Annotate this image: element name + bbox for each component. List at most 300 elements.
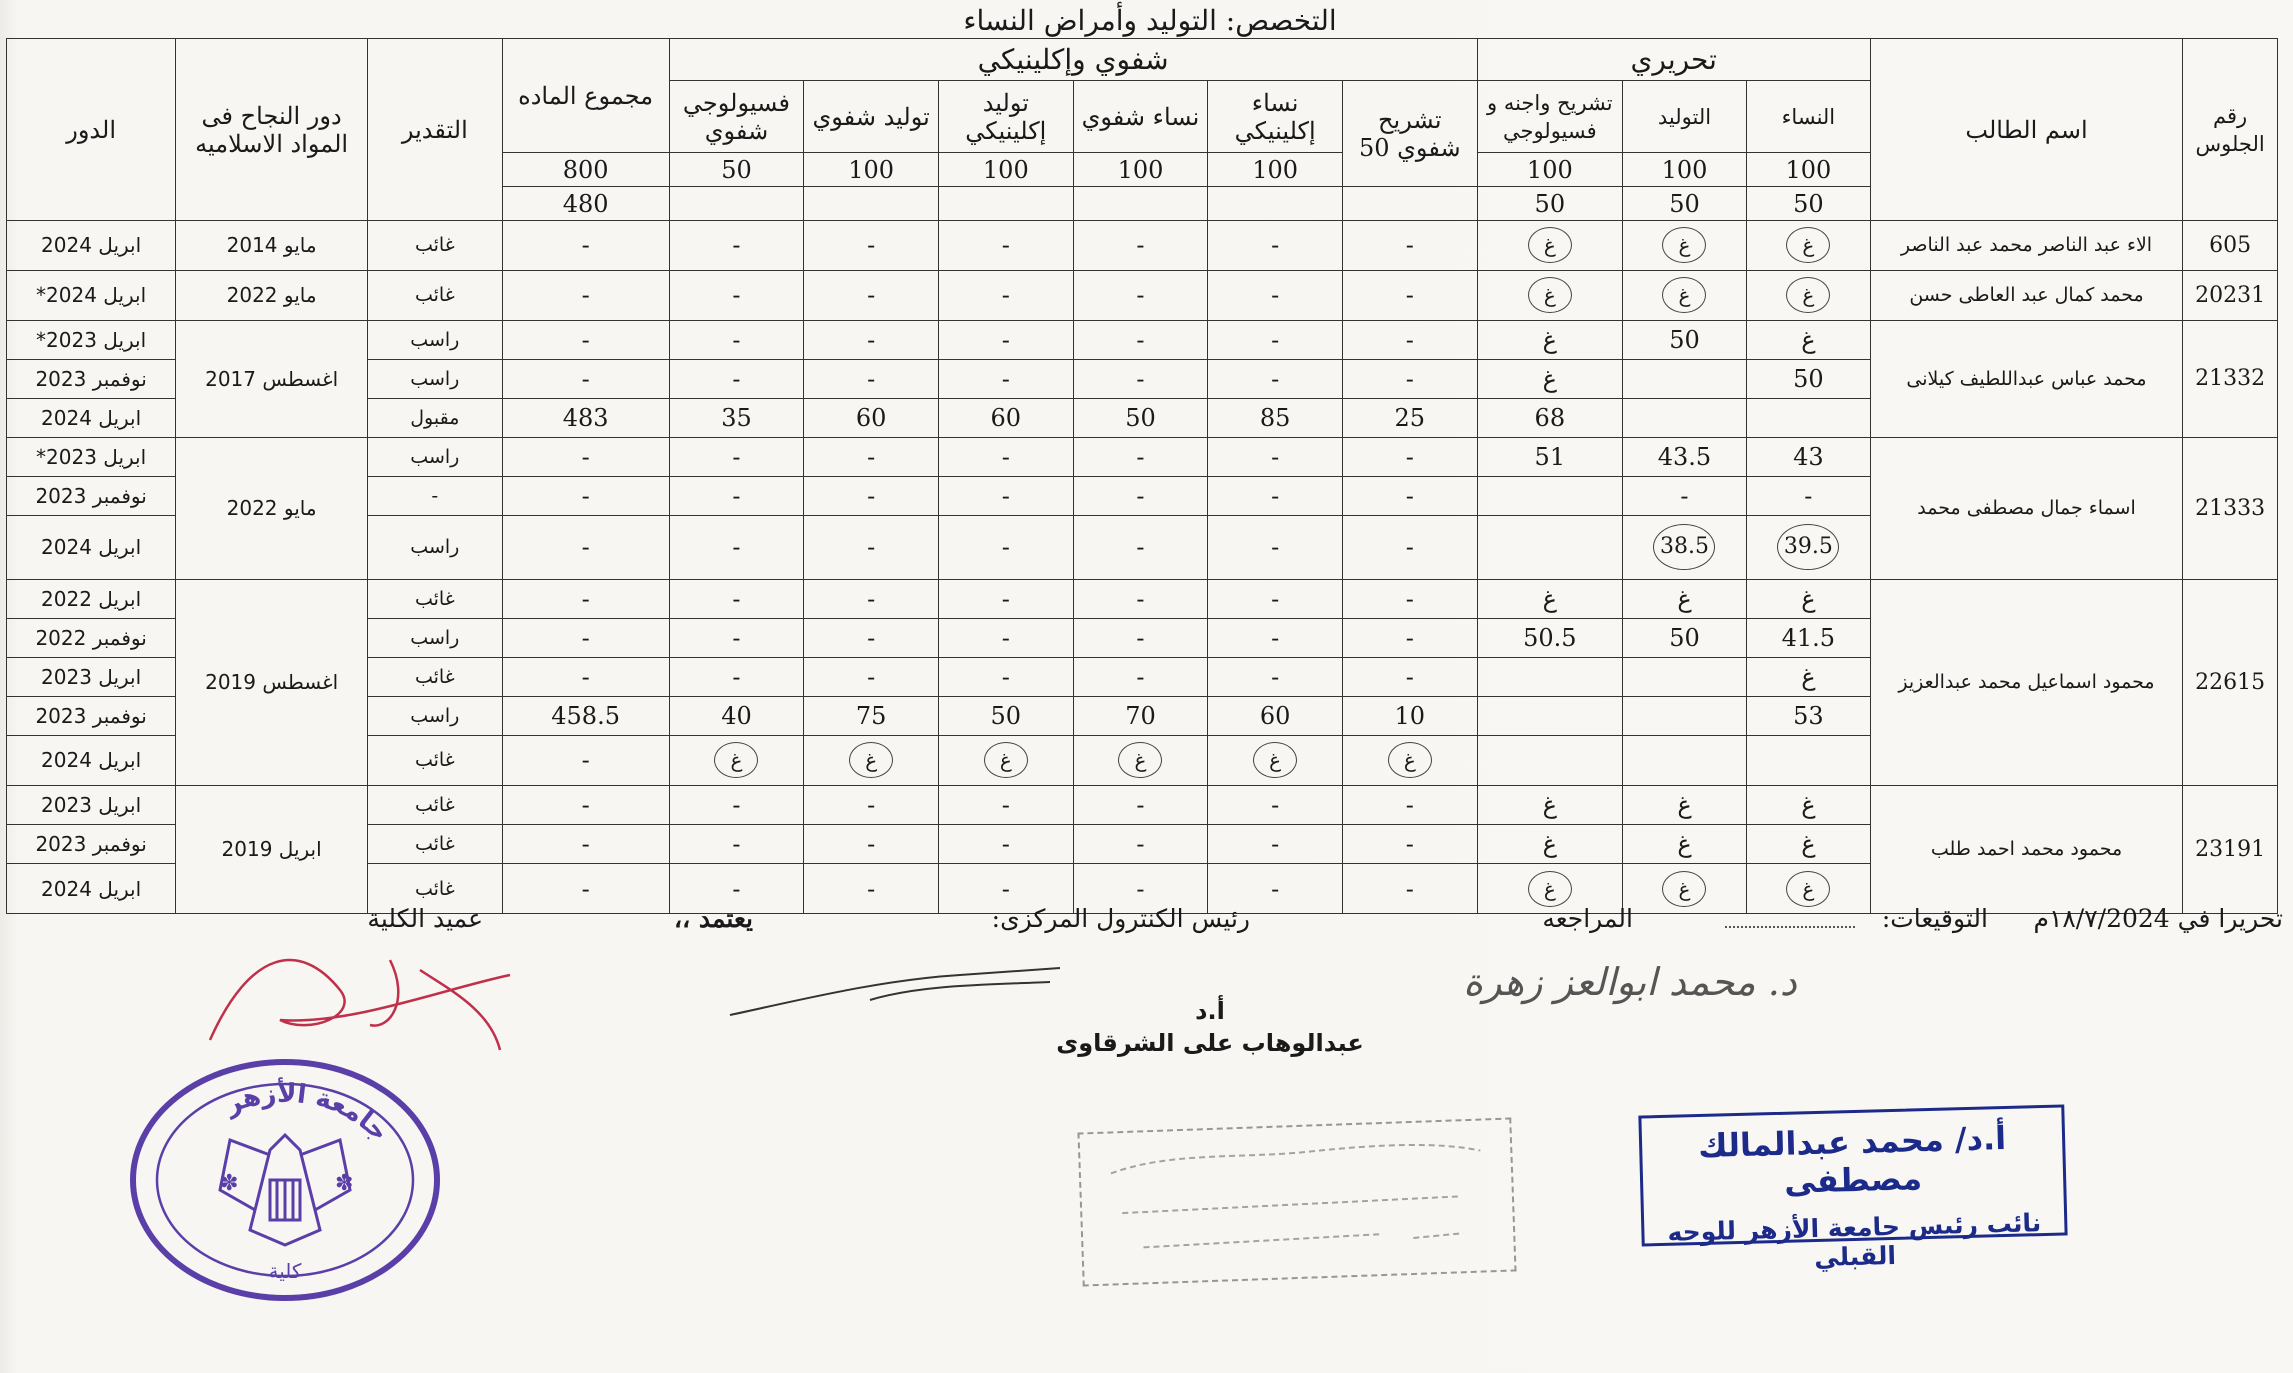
islamic-pass-round: اغسطس 2019	[176, 579, 368, 785]
score-value: 50	[1669, 325, 1700, 354]
student-name: الاء عبد الناصر محمد عبد الناصر	[1870, 221, 2182, 271]
grade-value: راسب	[367, 696, 502, 735]
header-written-max: 100	[1746, 153, 1870, 187]
oral-score-cell	[669, 735, 804, 785]
circled-score: غ	[1662, 871, 1706, 907]
score-value: -	[1001, 662, 1010, 691]
header-written-pass: 50	[1477, 187, 1622, 221]
oral-score-cell	[1073, 320, 1208, 359]
oral-score-cell	[938, 270, 1073, 320]
exam-round: نوفمبر 2023	[7, 824, 176, 863]
header-written-pass: 50	[1746, 187, 1870, 221]
exam-round: ابريل 2023*	[7, 438, 176, 477]
score-value: -	[732, 662, 741, 691]
score-value: -	[867, 281, 876, 310]
header-oral-max: 100	[1208, 153, 1343, 187]
svg-text:كلية: كلية	[268, 1259, 302, 1283]
seat-number: 23191	[2183, 785, 2278, 913]
grade-value: راسب	[367, 618, 502, 657]
oral-score-cell	[1342, 657, 1477, 696]
circled-score: غ	[1388, 742, 1432, 778]
oral-score-cell	[938, 735, 1073, 785]
written-score-cell	[1623, 221, 1747, 271]
exam-round: ابريل 2023	[7, 785, 176, 824]
circled-score: غ	[1786, 277, 1830, 313]
exam-round: ابريل 2024	[7, 864, 176, 914]
score-value: -	[732, 829, 741, 858]
vice-president-stamp	[1638, 1104, 2067, 1273]
written-score-cell	[1477, 359, 1622, 398]
oral-score-cell	[1073, 824, 1208, 863]
total-score: -	[502, 785, 669, 824]
oral-score-cell	[804, 579, 939, 618]
oral-score-cell	[804, 438, 939, 477]
written-score-cell	[1477, 516, 1622, 579]
written-score-cell	[1746, 398, 1870, 437]
grade-value: راسب	[367, 320, 502, 359]
table-row	[7, 438, 2278, 477]
score-value: 50	[990, 701, 1022, 730]
written-score-cell	[1746, 657, 1870, 696]
score-value: غ	[1801, 584, 1816, 613]
oral-score-cell	[938, 438, 1073, 477]
exam-round: ابريل 2023	[7, 657, 176, 696]
score-value: -	[1271, 623, 1280, 652]
header-round: الدور	[7, 39, 176, 221]
page-title: التخصص: التوليد وأمراض النساء	[963, 4, 1337, 37]
score-value: -	[1001, 325, 1010, 354]
exam-round: ابريل 2022	[7, 579, 176, 618]
oral-score-cell	[1342, 438, 1477, 477]
circled-score: 39.5	[1777, 524, 1839, 570]
header-oral-pass	[1208, 187, 1343, 221]
grade-value: مقبول	[367, 398, 502, 437]
oral-score-cell	[669, 618, 804, 657]
score-value: 50	[1669, 623, 1700, 652]
score-value: -	[1405, 231, 1414, 260]
oral-score-cell	[669, 477, 804, 516]
exam-round: ابريل 2024	[7, 516, 176, 579]
oral-score-cell	[1073, 516, 1208, 579]
score-value: غ	[1542, 790, 1557, 819]
score-value: 53	[1793, 701, 1824, 730]
score-value: -	[1136, 533, 1145, 562]
oral-score-cell	[1208, 579, 1343, 618]
total-score: -	[502, 221, 669, 271]
oral-score-cell	[669, 696, 804, 735]
footer-signatures-label: التوقيعات:	[1881, 904, 1988, 933]
score-value: -	[867, 623, 876, 652]
score-value: غ	[1677, 829, 1692, 858]
written-score-cell	[1746, 579, 1870, 618]
oral-score-cell	[804, 398, 939, 437]
header-oral-subject: نساء إكلينيكي	[1208, 81, 1343, 153]
islamic-pass-round: ابريل 2019	[176, 785, 368, 913]
oral-score-cell	[804, 477, 939, 516]
student-name: محمد كمال عبد العاطى حسن	[1870, 270, 2182, 320]
oral-score-cell	[1342, 785, 1477, 824]
circled-score: 38.5	[1653, 524, 1715, 570]
score-value: -	[1405, 325, 1414, 354]
header-oral-subject: نساء شفوي	[1073, 81, 1208, 153]
score-value: -	[1271, 829, 1280, 858]
header-oral-subject: توليد شفوي	[804, 81, 939, 153]
oral-score-cell	[1208, 359, 1343, 398]
reviewer-signature: د. محمد ابوالعز زهرة	[1463, 960, 1797, 1004]
oral-score-cell	[938, 398, 1073, 437]
oral-score-cell	[1073, 785, 1208, 824]
oral-score-cell	[1208, 221, 1343, 271]
grade-value: غائب	[367, 785, 502, 824]
oral-score-cell	[938, 477, 1073, 516]
score-value: 60	[855, 403, 887, 432]
header-oral-pass	[1073, 187, 1208, 221]
header-written-subject: النساء	[1746, 81, 1870, 153]
total-score: -	[502, 477, 669, 516]
results-table	[6, 38, 2278, 914]
score-value: -	[1271, 533, 1280, 562]
score-value: -	[1271, 482, 1280, 511]
circled-score: غ	[1253, 742, 1297, 778]
written-score-cell	[1623, 824, 1747, 863]
score-value: -	[1405, 790, 1414, 819]
table-row	[7, 579, 2278, 618]
score-value: غ	[1677, 790, 1692, 819]
score-value: -	[732, 281, 741, 310]
total-score: -	[502, 864, 669, 914]
oral-score-cell	[938, 359, 1073, 398]
score-value: -	[1001, 829, 1010, 858]
written-score-cell	[1623, 785, 1747, 824]
score-value: 70	[1125, 701, 1156, 730]
oral-score-cell	[1208, 477, 1343, 516]
written-score-cell	[1477, 657, 1622, 696]
written-score-cell	[1746, 270, 1870, 320]
score-value: -	[1804, 482, 1813, 511]
score-value: -	[1001, 790, 1010, 819]
score-value: 40	[721, 701, 752, 730]
oral-score-cell	[669, 270, 804, 320]
oral-score-cell	[1342, 696, 1477, 735]
oral-score-cell	[938, 516, 1073, 579]
svg-text:جامعة الأزهر: جامعة الأزهر	[221, 1078, 395, 1148]
score-value: -	[867, 584, 876, 613]
score-value: غ	[1801, 829, 1816, 858]
total-score: -	[502, 824, 669, 863]
score-value: -	[1001, 623, 1010, 652]
score-value: -	[1001, 364, 1010, 393]
written-score-cell	[1623, 477, 1747, 516]
score-value: -	[1001, 533, 1010, 562]
score-value: -	[867, 482, 876, 511]
score-value: 10	[1394, 701, 1426, 730]
oral-score-cell	[669, 438, 804, 477]
header-written-pass: 50	[1623, 187, 1747, 221]
header-grade: التقدير	[367, 39, 502, 221]
score-value: -	[732, 231, 741, 260]
control-head-name	[1040, 995, 1380, 1059]
seat-number: 20231	[2183, 270, 2278, 320]
oral-score-cell	[804, 824, 939, 863]
written-score-cell	[1623, 359, 1747, 398]
footer-dean: عميد الكلية	[367, 904, 483, 933]
oral-score-cell	[1073, 438, 1208, 477]
grade-value: غائب	[367, 270, 502, 320]
score-value: غ	[1542, 364, 1557, 393]
score-value: -	[732, 623, 741, 652]
score-value: 35	[721, 403, 752, 432]
oral-score-cell	[669, 516, 804, 579]
oral-score-cell	[804, 359, 939, 398]
oral-score-cell	[1208, 824, 1343, 863]
oral-score-cell	[669, 579, 804, 618]
university-seal	[120, 1040, 460, 1310]
grade-value: غائب	[367, 735, 502, 785]
score-value: 50.5	[1523, 623, 1577, 652]
oral-score-cell	[669, 657, 804, 696]
islamic-pass-round: اغسطس 2017	[176, 320, 368, 437]
oral-score-cell	[669, 320, 804, 359]
score-value: -	[1271, 790, 1280, 819]
grade-value: -	[367, 477, 502, 516]
score-value: -	[1405, 874, 1414, 903]
score-value: -	[1271, 364, 1280, 393]
control-head-signature	[720, 960, 1080, 1030]
oral-score-cell	[1073, 398, 1208, 437]
header-seat: رقم الجلوس	[2183, 39, 2278, 221]
circled-score: غ	[1118, 742, 1162, 778]
written-score-cell	[1746, 824, 1870, 863]
oral-score-cell	[1342, 320, 1477, 359]
score-value: -	[1001, 281, 1010, 310]
score-value: -	[1136, 364, 1145, 393]
exam-round: ابريل 2023*	[7, 320, 176, 359]
exam-round: نوفمبر 2023	[7, 477, 176, 516]
eagle-emblem-icon	[220, 1135, 350, 1245]
grade-value: غائب	[367, 657, 502, 696]
total-score: -	[502, 359, 669, 398]
score-value: -	[1136, 874, 1145, 903]
oral-score-cell	[804, 696, 939, 735]
oral-score-cell	[1073, 221, 1208, 271]
score-value: -	[1136, 231, 1145, 260]
oral-score-cell	[1073, 579, 1208, 618]
grade-value: راسب	[367, 359, 502, 398]
score-value: غ	[1542, 325, 1557, 354]
oral-score-cell	[669, 359, 804, 398]
oral-score-cell	[1208, 270, 1343, 320]
written-score-cell	[1623, 438, 1747, 477]
seat-number: 22615	[2183, 579, 2278, 785]
exam-round: ابريل 2024	[7, 735, 176, 785]
oral-score-cell	[804, 270, 939, 320]
written-score-cell	[1477, 618, 1622, 657]
score-value: -	[867, 790, 876, 819]
oral-score-cell	[1342, 579, 1477, 618]
header-oral-group: شفوي وإكلينيكي	[669, 39, 1477, 81]
oral-score-cell	[1073, 618, 1208, 657]
circled-score: غ	[984, 742, 1028, 778]
written-score-cell	[1477, 438, 1622, 477]
total-score: -	[502, 579, 669, 618]
score-value: -	[1136, 829, 1145, 858]
oral-score-cell	[1342, 735, 1477, 785]
written-score-cell	[1623, 735, 1747, 785]
header-total: مجموع الماده	[502, 39, 669, 153]
footer-approve: يعتمد ،،	[674, 904, 753, 933]
score-value: غ	[1542, 584, 1557, 613]
oral-score-cell	[1208, 696, 1343, 735]
circled-score: غ	[1528, 871, 1572, 907]
oral-score-cell	[669, 221, 804, 271]
score-value: -	[1271, 281, 1280, 310]
header-oral-max: 100	[1073, 153, 1208, 187]
total-score: 458.5	[502, 696, 669, 735]
written-score-cell	[1746, 618, 1870, 657]
oral-score-cell	[669, 398, 804, 437]
written-score-cell	[1746, 477, 1870, 516]
total-score: -	[502, 438, 669, 477]
score-value: -	[1680, 482, 1689, 511]
written-score-cell	[1477, 824, 1622, 863]
score-value: 85	[1259, 403, 1291, 432]
score-value: -	[1136, 790, 1145, 819]
score-value: -	[1136, 443, 1145, 472]
score-value: -	[732, 364, 741, 393]
circled-score: غ	[1528, 277, 1572, 313]
control-office-stamp	[1077, 1117, 1516, 1286]
score-value: -	[1136, 482, 1145, 511]
score-value: -	[1405, 623, 1414, 652]
header-oral-subject: فسيولوجي شفوي	[669, 81, 804, 153]
score-value: -	[732, 584, 741, 613]
seat-number: 21332	[2183, 320, 2278, 437]
header-written-max: 100	[1477, 153, 1622, 187]
oral-score-cell	[938, 824, 1073, 863]
written-score-cell	[1746, 696, 1870, 735]
oral-score-cell	[804, 657, 939, 696]
oral-score-cell	[1073, 657, 1208, 696]
student-name: محمد عباس عبداللطيف كيلانى	[1870, 320, 2182, 437]
oral-score-cell	[1208, 438, 1343, 477]
score-value: -	[867, 874, 876, 903]
circled-score: غ	[1662, 277, 1706, 313]
oral-score-cell	[1208, 618, 1343, 657]
oral-score-cell	[1342, 618, 1477, 657]
score-value: -	[1001, 482, 1010, 511]
written-score-cell	[1477, 320, 1622, 359]
header-oral-subject: توليد إكلينيكي	[938, 81, 1073, 153]
score-value: -	[867, 325, 876, 354]
score-value: -	[1271, 325, 1280, 354]
seat-number: 21333	[2183, 438, 2278, 580]
student-name: اسماء جمال مصطفى محمد	[1870, 438, 2182, 580]
written-score-cell	[1623, 516, 1747, 579]
total-score: -	[502, 516, 669, 579]
oral-score-cell	[1342, 221, 1477, 271]
written-score-cell	[1477, 579, 1622, 618]
circled-score: غ	[1528, 227, 1572, 263]
score-value: -	[732, 874, 741, 903]
oral-score-cell	[938, 785, 1073, 824]
oral-score-cell	[1342, 477, 1477, 516]
score-value: -	[1001, 874, 1010, 903]
written-score-cell	[1623, 270, 1747, 320]
oral-score-cell	[938, 696, 1073, 735]
control-head-fullname: عبدالوهاب على الشرقاوى	[1056, 1029, 1364, 1057]
stamp-line-2: نائب رئيس جامعة الأزهر للوجه القبلي	[1667, 1208, 2042, 1273]
score-value: 60	[1259, 701, 1291, 730]
oral-score-cell	[1342, 516, 1477, 579]
header-total-pass: 480	[502, 187, 669, 221]
oral-score-cell	[1342, 824, 1477, 863]
header-oral-max: 100	[938, 153, 1073, 187]
score-value: -	[1271, 584, 1280, 613]
total-score: -	[502, 320, 669, 359]
score-value: 75	[855, 701, 887, 730]
written-score-cell	[1623, 320, 1747, 359]
written-score-cell	[1477, 477, 1622, 516]
table-row	[7, 320, 2278, 359]
score-value: -	[1001, 231, 1010, 260]
written-score-cell	[1477, 696, 1622, 735]
oral-score-cell	[1208, 785, 1343, 824]
score-value: -	[867, 829, 876, 858]
score-value: -	[867, 443, 876, 472]
circled-score: غ	[1786, 871, 1830, 907]
score-value: -	[732, 790, 741, 819]
grade-value: راسب	[367, 438, 502, 477]
score-value: 41.5	[1781, 623, 1836, 652]
circled-score: غ	[1662, 227, 1706, 263]
oral-score-cell	[1073, 270, 1208, 320]
oral-score-cell	[1342, 359, 1477, 398]
score-value: -	[732, 443, 741, 472]
header-oral-max: 100	[804, 153, 939, 187]
oral-score-cell	[1208, 657, 1343, 696]
control-head-title: أ.د	[1195, 997, 1225, 1025]
oral-score-cell	[804, 516, 939, 579]
circled-score: غ	[849, 742, 893, 778]
total-score: -	[502, 270, 669, 320]
written-score-cell	[1746, 516, 1870, 579]
written-score-cell	[1623, 618, 1747, 657]
score-value: -	[1001, 584, 1010, 613]
score-value: -	[1405, 584, 1414, 613]
table-row	[7, 221, 2278, 271]
oral-score-cell	[1208, 735, 1343, 785]
islamic-pass-round: مايو 2022	[176, 438, 368, 580]
oral-score-cell	[1208, 320, 1343, 359]
written-score-cell	[1746, 320, 1870, 359]
written-score-cell	[1623, 696, 1747, 735]
oral-score-cell	[804, 221, 939, 271]
oral-score-cell	[669, 785, 804, 824]
oral-score-cell	[938, 618, 1073, 657]
written-score-cell	[1746, 735, 1870, 785]
score-value: 43.5	[1657, 443, 1712, 472]
score-value: -	[867, 364, 876, 393]
oral-score-cell	[1073, 735, 1208, 785]
score-value: -	[732, 533, 741, 562]
oral-score-cell	[804, 618, 939, 657]
score-value: 68	[1534, 403, 1566, 432]
oral-score-cell	[938, 657, 1073, 696]
score-value: 51	[1534, 443, 1566, 472]
circled-score: غ	[1786, 227, 1830, 263]
islamic-pass-round: مايو 2014	[176, 221, 368, 271]
written-score-cell	[1623, 579, 1747, 618]
